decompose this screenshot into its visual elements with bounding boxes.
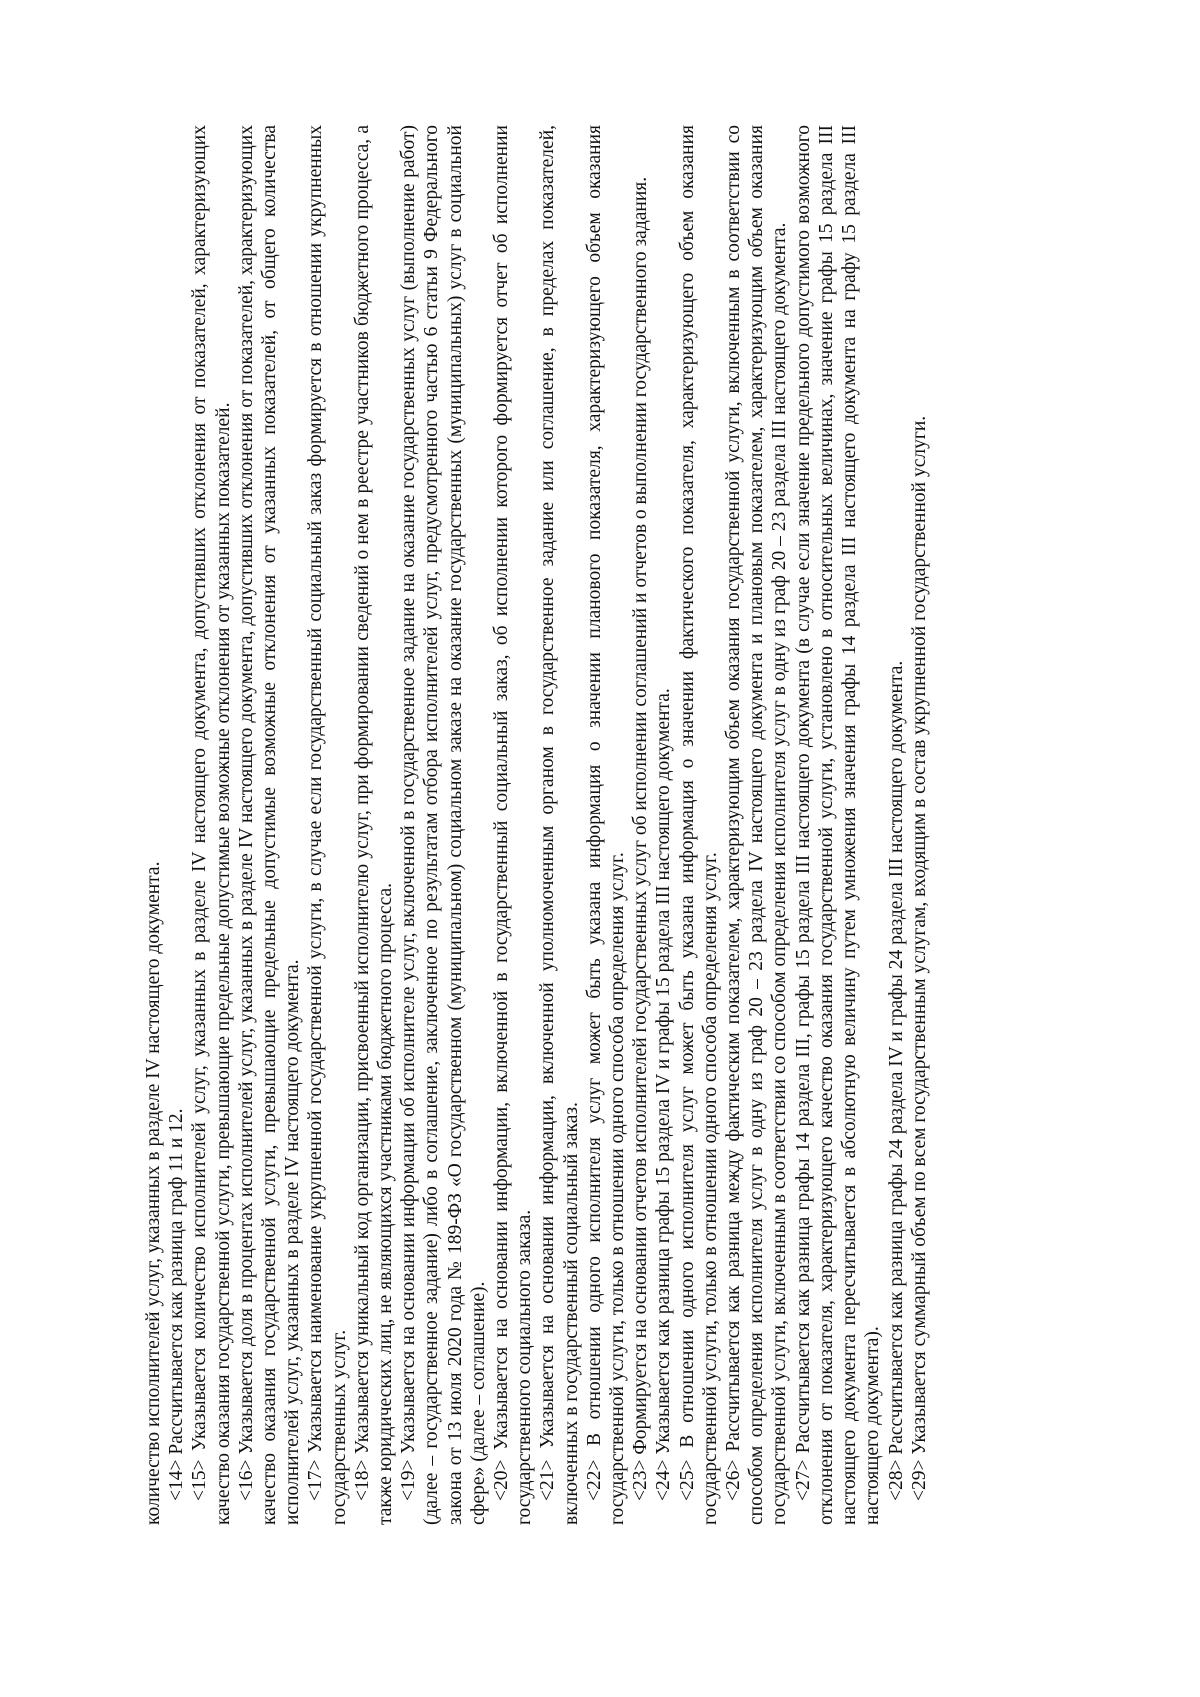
footnote-28: <28> Рассчитывается как разница графы 24 раздела IV и графы 24 раздела III настоящего документа. xyxy=(885,660,907,1501)
footnote-29: <29> Указывается суммарный объем по всем государственным услугам, входящим в состав укрупненной государственной услуги. xyxy=(908,415,930,1501)
footnote-15: <15> Указывается количество исполнителей услуг, указанных в разделе IV настоящего документа, допустивших отклонения от показателей, характеризующих качество оказания государственной услуги, превышающие предельные допустимые возможные отклонения от указанных показателей. xyxy=(189,125,234,1525)
footnote-18: <18> Указывается уникальный код организации, присвоенный исполнителю услуг, при формировании сведений о нем в реестре участников бюджетного процесса, а также юридических лиц, не являющихся участниками бюджетного процесса. xyxy=(351,125,397,1525)
footnote-17: <17> Указывается наименование укрупненной государственной услуги, в случае если государственный социальный заказ формируется в отношении укрупненных государственных услуг. xyxy=(305,125,350,1525)
footnote-14: <14> Рассчитывается как разница граф 11 и 12. xyxy=(166,1108,188,1501)
footnote-27: <27> Рассчитывается как разница графы 14 раздела III, графы 15 раздела III настоящего документа (в случае если значение предельного допустимого возможного отклонения от показателя, характеризующего качество оказания государственной услуги, установлено в относительных величинах, значение графы 15 раздела III настоящего документа пересчитывается в абсолютную величину путем умножения значения графы 14 раздела III настоящего документа на графу 15 раздела III настоящего документа). xyxy=(792,125,884,1525)
footnote-16: <16> Указывается доля в процентах исполнителей услуг, указанных в разделе IV настоящего документа, допустивших отклонения от показателей, характеризующих качество оказания государственной услуги, превышающие предельные допустимые возможные отклонения от указанных показателей, от общего количества исполнителей услуг, указанных в разделе IV настоящего документа. xyxy=(235,125,304,1525)
footnote-25: <25> В отношении одного исполнителя услуг может быть указана информация о значении фактического показателя, характеризующего объем оказания государственной услуги, только в отношении одного способа определения услуг. xyxy=(676,125,721,1525)
footnote-22: <22> В отношении одного исполнителя услуг может быть указана информация о значении планового показателя, характеризующего объем оказания государственной услуги, только в отношении одного способа определения услуг. xyxy=(583,125,629,1525)
footnote-23: <23> Формируется на основании отчетов исполнителей государственных услуг об исполнении соглашений и отчетов о выполнении государственного задания. xyxy=(630,176,652,1501)
footnotes-block xyxy=(142,125,931,1525)
footnote-20: <20> Указывается на основании информации, включенной в государственный социальный заказ, об исполнении которого формируется отчет об исполнении государственного социального заказа. xyxy=(491,125,536,1525)
footnote-24: <24> Указывается как разница графы 15 раздела IV и графы 15 раздела III настоящего документа. xyxy=(653,688,675,1501)
footnote-continuation: количество исполнителей услуг, указанных в разделе IV настоящего документа. xyxy=(143,861,164,1525)
footnote-19: <19> Указывается на основании информации об исполнителе услуг, включенной в государственное задание на оказание государственных услуг (выполнение работ) (далее – государственное задание) либо в соглашение, заключенное по результатам отбора исполнителей услуг, предусмотренного частью 6 статьи 9 Федерального закона от 13 июля 2020 года № 189-ФЗ «О государственном (муниципальном) социальном заказе на оказание государственных (муниципальных) услуг в социальной сфере» (далее – соглашение). xyxy=(398,125,489,1525)
footnote-21: <21> Указывается на основании информации, включенной уполномоченным органом в государственное задание или соглашение, в пределах показателей, включенных в государственный социальный заказ. xyxy=(537,125,582,1525)
footnote-26: <26> Рассчитывается как разница между фактическим показателем, характеризующим объем оказания государственной услуги, включенным в соответствии со способом определения исполнителя услуг в одну из граф 20 – 23 раздела IV настоящего документа и плановым показателем, характеризующим объем оказания государственной услуги, включенным в соответствии со способом определения исполнителя услуг в одну из граф 20 – 23 раздела III настоящего документа. xyxy=(723,125,791,1525)
